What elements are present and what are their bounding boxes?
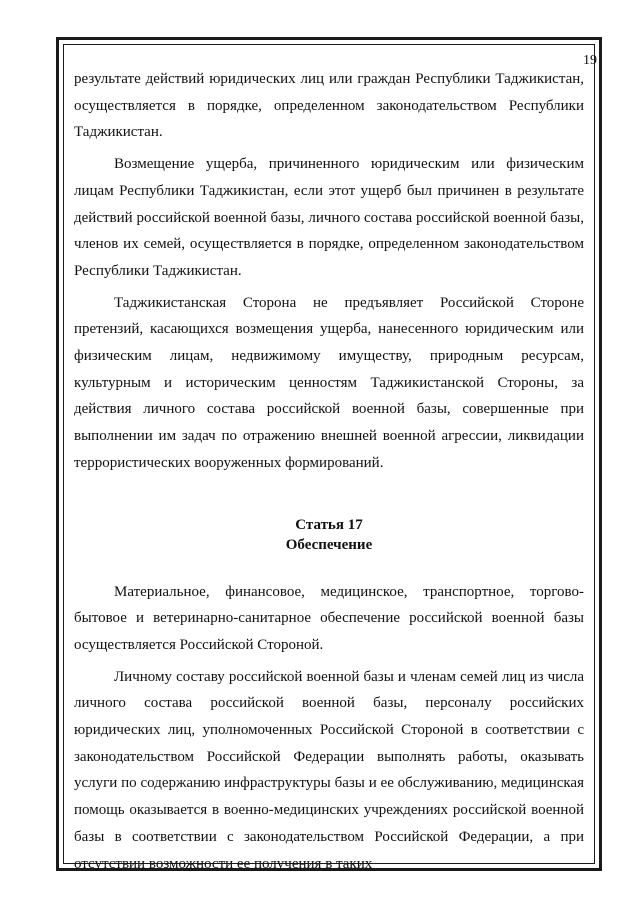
paragraph: Личному составу российской военной базы и членам семей лиц из числа личного состава российской военной базы, персоналу российских юридических лиц, уполномоченных Российской Стороной в соответствии с законодательством Российской Федерации выполнять работы, оказывать услуги по содержанию инфраструктуры базы и ее обслуживанию, медицинская помощь оказывается в военно-медицинских учреждениях российской военной базы в соответствии с законодательством Российской Федерации, а при отсутствии возможности ее получения в таких xyxy=(74,668,584,872)
paragraph: Материальное, финансовое, медицинское, транспортное, торгово-бытовое и ветеринарно-санитарное обеспечение российской военной базы осуществляется Российской Стороной. xyxy=(74,583,584,653)
paragraph: результате действий юридических лиц или граждан Республики Таджикистан, осуществляется в порядке, определенном законодательством Республики Таджикистан. xyxy=(74,71,584,141)
paragraph: Возмещение ущерба, причиненного юридическим или физическим лицам Республики Таджикистан, если этот ущерб был причинен в результате действий российской военной базы, личного состава российской военной базы, членов их семей, осуществляется в порядке, определенном законодательством Республики Таджикистан. xyxy=(74,156,584,279)
paragraph: Таджикистанская Сторона не предъявляет Российской Стороне претензий, касающихся возмещения ущерба, нанесенного юридическим или физическим лицам, недвижимому имуществу, природным ресурсам, культурным и историческим ценностям Таджикистанской Стороны, за действия личного состава российской военной базы, совершенные при выполнении им задач по отражению внешней военной агрессии, ликвидации террористических вооруженных формирований. xyxy=(74,294,584,471)
document-body xyxy=(74,66,584,877)
article-heading xyxy=(74,515,584,555)
article-title: Обеспечение xyxy=(285,536,373,553)
article-number: Статья 17 xyxy=(295,516,363,533)
page-number: 19 xyxy=(583,53,597,68)
